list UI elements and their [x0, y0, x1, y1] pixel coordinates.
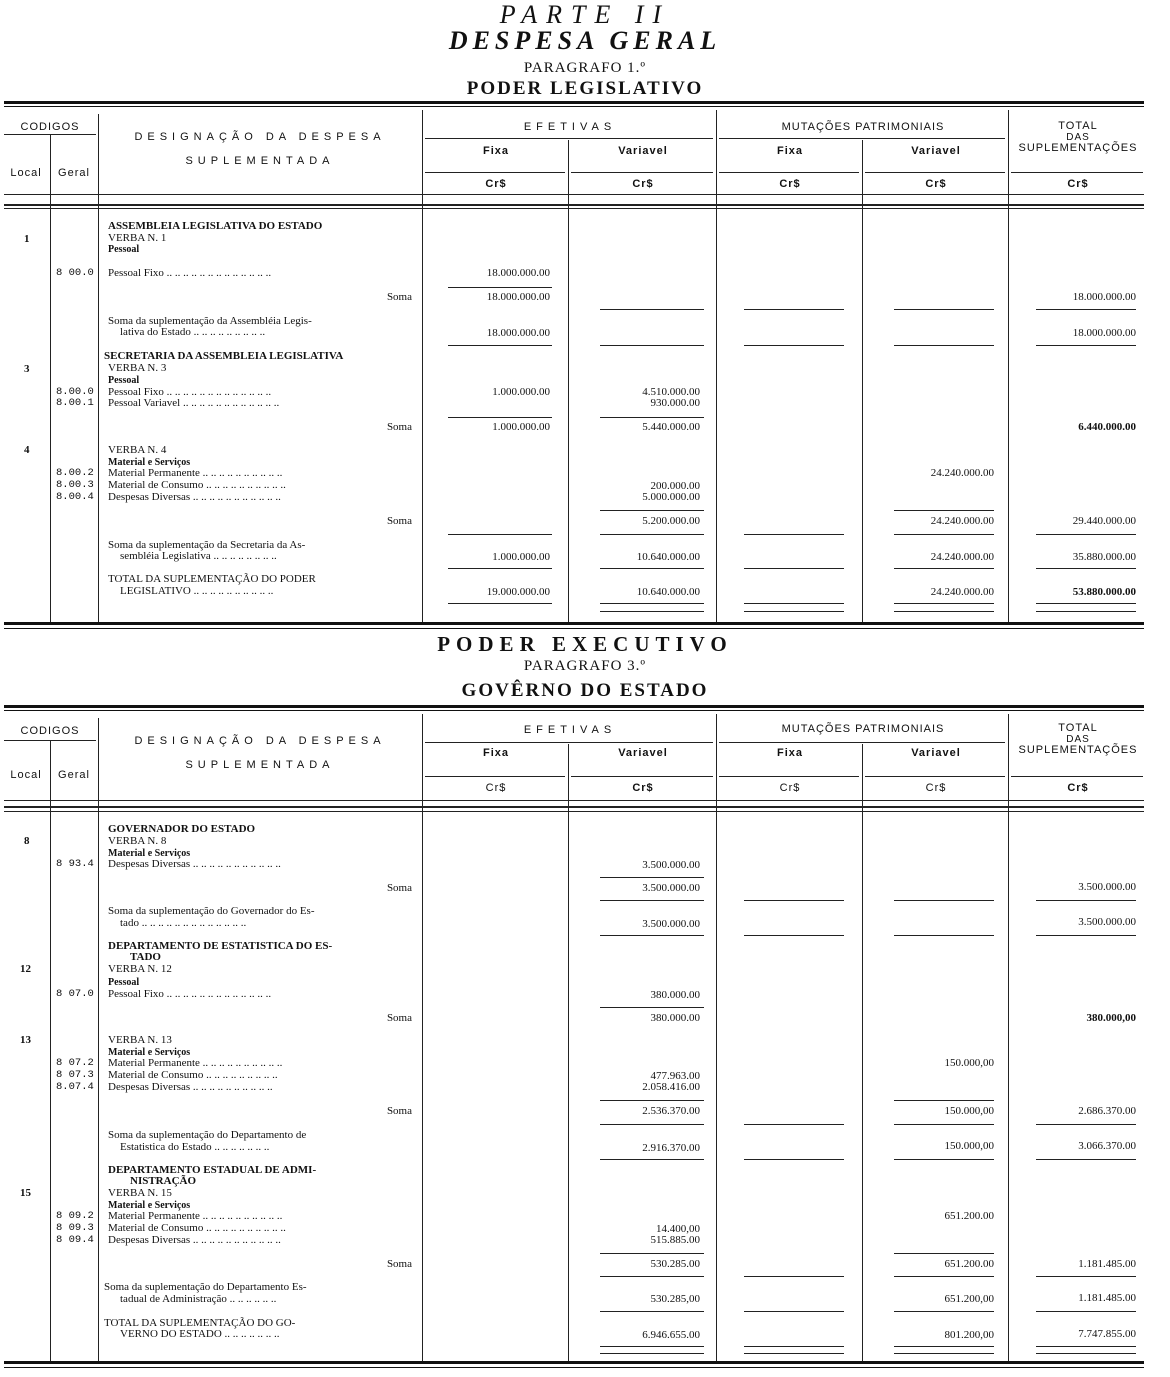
amount: 4.510.000.00: [642, 386, 700, 398]
amount: 150.000,00: [944, 1105, 994, 1117]
item-label: Despesas Diversas .. .. .. .. .. .. .. .. .. ..: [108, 1081, 273, 1093]
verba-label: VERBA N. 12: [108, 963, 172, 975]
amount: 19.000.000.00: [486, 586, 550, 598]
amount: 477.963.00: [650, 1070, 700, 1082]
mutacoes-header: MUTAÇÕES PATRIMONIAIS: [781, 121, 945, 133]
subtotal-label: Soma da suplementação do Governador do Es-: [108, 905, 315, 917]
item-label: Pessoal Variavel .. .. .. .. .. .. .. .. .. .. .. ..: [108, 397, 280, 409]
part-title: PARTE II: [499, 0, 671, 29]
category-label: Pessoal: [108, 977, 140, 988]
total-header-2: DAS: [1066, 132, 1090, 143]
amount: 18.000.000.00: [486, 327, 550, 339]
total-header-2: DAS: [1066, 734, 1090, 745]
amount: 18.000.000.00: [486, 267, 550, 279]
amount: 530.285.00: [650, 1258, 700, 1270]
power-heading: PODER LEGISLATIVO: [466, 78, 704, 99]
amount: 53.880.000.00: [1072, 586, 1136, 598]
designation-header-2: SUPLEMENTADA: [185, 155, 335, 167]
total-label: TOTAL DA SUPLEMENTAÇÃO DO GO-: [104, 1317, 296, 1329]
verba-label: VERBA N. 3: [108, 362, 167, 374]
designation-header: DESIGNAÇÃO DA DESPESA: [134, 735, 386, 747]
local-code: 1: [24, 233, 30, 245]
geral-code: 8 07.2: [56, 1057, 94, 1069]
fixa-header: Fixa: [482, 747, 509, 759]
paragraph-heading: PARAGRAFO 1.º: [523, 60, 647, 76]
subtotal-label: Soma da suplementação da Secretaria da As-: [108, 539, 306, 551]
amount: 24.240.000.00: [930, 551, 994, 563]
verba-label: VERBA N. 13: [108, 1034, 172, 1046]
subtotal-label-2: lativa do Estado .. .. .. .. .. .. .. .. ..: [120, 326, 266, 338]
amount: 651.200,00: [944, 1293, 994, 1305]
currency-label: Cr$: [925, 178, 947, 190]
amount: 1.000.000.00: [492, 386, 550, 398]
amount: 10.640.000.00: [636, 551, 700, 563]
amount: 530.285,00: [650, 1293, 700, 1305]
local-code: 12: [20, 963, 31, 975]
amount: 3.066.370.00: [1078, 1140, 1136, 1152]
geral-code: 8.00.0: [56, 386, 94, 398]
total-header: TOTAL: [1058, 722, 1098, 734]
amount: 2.058.416.00: [642, 1081, 700, 1093]
amount: 2.686.370.00: [1078, 1105, 1136, 1117]
amount: 29.440.000.00: [1072, 515, 1136, 527]
total-label-2: LEGISLATIVO .. .. .. .. .. .. .. .. .. ..: [120, 585, 274, 597]
subtotal-label: Soma da suplementação do Departamento de: [108, 1129, 307, 1141]
fixa-header: Fixa: [776, 747, 803, 759]
amount: 24.240.000.00: [930, 515, 994, 527]
item-label: Despesas Diversas .. .. .. .. .. .. .. .. .. .. ..: [108, 491, 281, 503]
soma-label: Soma: [386, 1105, 412, 1117]
item-label: Pessoal Fixo .. .. .. .. .. .. .. .. .. .. .. .. ..: [108, 386, 272, 398]
item-label: Material de Consumo .. .. .. .. .. .. .. .. .. ..: [108, 1222, 286, 1234]
currency-label: Cr$: [1067, 178, 1089, 190]
geral-code: 8 09.3: [56, 1222, 94, 1234]
item-label: Pessoal Fixo .. .. .. .. .. .. .. .. .. .. .. .. ..: [108, 988, 272, 1000]
verba-label: VERBA N. 4: [108, 444, 167, 456]
geral-header: Geral: [58, 167, 90, 179]
soma-label: Soma: [386, 1012, 412, 1024]
total-label-2: VERNO DO ESTADO .. .. .. .. .. .. ..: [120, 1328, 280, 1340]
amount: 2.536.370.00: [642, 1105, 700, 1117]
geral-code: 8 09.4: [56, 1234, 94, 1246]
local-code: 3: [24, 363, 30, 375]
category-label: Material e Serviços: [108, 457, 191, 468]
category-label: Pessoal: [108, 244, 140, 255]
amount: 3.500.000.00: [642, 859, 700, 871]
amount: 18.000.000.00: [1072, 291, 1136, 303]
section-title: DESPESA GERAL: [448, 26, 722, 55]
variavel-header: Variavel: [911, 145, 961, 157]
table-top-rule-thin: [4, 106, 1144, 107]
codes-header: CODIGOS: [20, 725, 80, 737]
entity-heading-2: NISTRAÇÃO: [130, 1175, 197, 1187]
item-label: Material Permanente .. .. .. .. .. .. .. .. .. ..: [108, 467, 283, 479]
subtotal-label: Soma da suplementação do Departamento Es-: [104, 1281, 307, 1293]
geral-code: 8 93.4: [56, 858, 94, 870]
geral-code: 8.00.1: [56, 397, 94, 409]
subtotal-label-2: Estatistica do Estado .. .. .. .. .. .. ..: [120, 1141, 270, 1153]
amount: 18.000.000.00: [1072, 327, 1136, 339]
currency-label: Cr$: [779, 782, 801, 794]
amount: 18.000.000.00: [486, 291, 550, 303]
amount: 3.500.000.00: [1078, 916, 1136, 928]
category-label: Pessoal: [108, 375, 140, 386]
subtotal-label-2: tadual de Administração .. .. .. .. .. ..: [120, 1293, 277, 1305]
geral-header: Geral: [58, 769, 90, 781]
government-heading: GOVÊRNO DO ESTADO: [461, 680, 709, 701]
verba-label: VERBA N. 8: [108, 835, 167, 847]
subtotal-label-2: tado .. .. .. .. .. .. .. .. .. .. .. .. ..: [120, 917, 247, 929]
geral-code: 8.00.4: [56, 491, 94, 503]
soma-label: Soma: [386, 882, 412, 894]
paragraph-heading: PARAGRAFO 3.º: [523, 658, 647, 674]
amount: 1.000.000.00: [492, 551, 550, 563]
currency-label: Cr$: [485, 178, 507, 190]
amount: 1.000.000.00: [492, 421, 550, 433]
verba-label: VERBA N. 15: [108, 1187, 172, 1199]
amount: 10.640.000.00: [636, 586, 700, 598]
item-label: Material de Consumo .. .. .. .. .. .. .. .. .. ..: [108, 479, 286, 491]
amount: 3.500.000.00: [642, 918, 700, 930]
category-label: Material e Serviços: [108, 1047, 191, 1058]
local-code: 15: [20, 1187, 31, 1199]
category-label: Material e Serviços: [108, 1200, 191, 1211]
subtotal-label-2: sembléia Legislativa .. .. .. .. .. .. .. ..: [120, 550, 277, 562]
amount: 801.200,00: [944, 1329, 994, 1341]
entity-heading: SECRETARIA DA ASSEMBLEIA LEGISLATIVA: [104, 350, 344, 362]
local-header: Local: [10, 167, 42, 179]
variavel-header: Variavel: [618, 747, 668, 759]
amount: 3.500.000.00: [1078, 881, 1136, 893]
currency-label: Cr$: [632, 782, 654, 794]
amount: 14.400,00: [656, 1223, 700, 1235]
amount: 5.200.000.00: [642, 515, 700, 527]
amount: 1.181.485.00: [1078, 1258, 1136, 1270]
currency-label: Cr$: [632, 178, 654, 190]
amount: 6.440.000.00: [1078, 421, 1136, 433]
item-label: Pessoal Fixo .. .. .. .. .. .. .. .. .. .. .. .. ..: [108, 267, 272, 279]
geral-code: 8.00.2: [56, 467, 94, 479]
currency-label: Cr$: [1067, 782, 1089, 794]
power-heading: PODER EXECUTIVO: [437, 632, 733, 656]
amount: 150.000,00: [944, 1140, 994, 1152]
local-code: 4: [24, 444, 30, 456]
local-code: 13: [20, 1034, 31, 1046]
amount: 7.747.855.00: [1078, 1328, 1136, 1340]
efetivas-header: EFETIVAS: [523, 724, 617, 736]
amount: 3.500.000.00: [642, 882, 700, 894]
amount: 5.440.000.00: [642, 421, 700, 433]
table-top-rule: [4, 101, 1144, 104]
soma-label: Soma: [386, 421, 412, 433]
amount: 380.000,00: [1086, 1012, 1136, 1024]
soma-label: Soma: [386, 291, 412, 303]
mutacoes-header: MUTAÇÕES PATRIMONIAIS: [781, 723, 945, 735]
item-label: Despesas Diversas .. .. .. .. .. .. .. .. .. .. ..: [108, 858, 281, 870]
geral-code: 8 00.0: [56, 267, 94, 279]
amount: 150.000,00: [944, 1057, 994, 1069]
fixa-header: Fixa: [482, 145, 509, 157]
geral-code: 8.00.3: [56, 479, 94, 491]
amount: 5.000.000.00: [642, 491, 700, 503]
codes-header: CODIGOS: [20, 121, 80, 133]
amount: 380.000.00: [650, 989, 700, 1001]
amount: 651.200.00: [944, 1210, 994, 1222]
entity-heading: GOVERNADOR DO ESTADO: [108, 823, 256, 835]
local-code: 8: [24, 835, 30, 847]
designation-header-2: SUPLEMENTADA: [185, 759, 335, 771]
amount: 200.000.00: [650, 480, 700, 492]
currency-label: Cr$: [779, 178, 801, 190]
total-header: TOTAL: [1058, 120, 1098, 132]
geral-code: 8 07.0: [56, 988, 94, 1000]
verba-label: VERBA N. 1: [108, 232, 167, 244]
soma-label: Soma: [386, 515, 412, 527]
amount: 6.946.655.00: [642, 1329, 700, 1341]
entity-heading-2: TADO: [130, 951, 161, 963]
fixa-header: Fixa: [776, 145, 803, 157]
entity-heading: ASSEMBLEIA LEGISLATIVA DO ESTADO: [108, 220, 323, 232]
variavel-header: Variavel: [618, 145, 668, 157]
geral-code: 8 07.3: [56, 1069, 94, 1081]
table-top-rule-thin: [4, 710, 1144, 711]
amount: 1.181.485.00: [1078, 1292, 1136, 1304]
amount: 2.916.370.00: [642, 1142, 700, 1154]
efetivas-header: EFETIVAS: [523, 121, 617, 133]
geral-code: 8.07.4: [56, 1081, 94, 1093]
local-header: Local: [10, 769, 42, 781]
total-label: TOTAL DA SUPLEMENTAÇÃO DO PODER: [108, 573, 316, 585]
amount: 515.885.00: [650, 1234, 700, 1246]
amount: 930.000.00: [650, 397, 700, 409]
variavel-header: Variavel: [911, 747, 961, 759]
item-label: Material de Consumo .. .. .. .. .. .. .. .. ..: [108, 1069, 278, 1081]
amount: 380.000.00: [650, 1012, 700, 1024]
amount: 35.880.000.00: [1072, 551, 1136, 563]
currency-label: Cr$: [485, 782, 507, 794]
entity-heading: DEPARTAMENTO DE ESTATISTICA DO ES-: [108, 940, 333, 952]
amount: 24.240.000.00: [930, 586, 994, 598]
amount: 651.200.00: [944, 1258, 994, 1270]
item-label: Despesas Diversas .. .. .. .. .. .. .. .. .. .. ..: [108, 1234, 281, 1246]
total-header-3: SUPLEMENTAÇÕES: [1018, 744, 1138, 756]
category-label: Material e Serviços: [108, 848, 191, 859]
total-header-3: SUPLEMENTAÇÕES: [1018, 142, 1138, 154]
geral-code: 8 09.2: [56, 1210, 94, 1222]
table-top-rule: [4, 705, 1144, 708]
currency-label: Cr$: [925, 782, 947, 794]
amount: 24.240.000.00: [930, 467, 994, 479]
designation-header: DESIGNAÇÃO DA DESPESA: [134, 131, 386, 143]
entity-heading: DEPARTAMENTO ESTADUAL DE ADMI-: [108, 1164, 317, 1176]
soma-label: Soma: [386, 1258, 412, 1270]
item-label: Material Permanente .. .. .. .. .. .. .. .. .. ..: [108, 1210, 283, 1222]
item-label: Material Permanente .. .. .. .. .. .. .. .. .. ..: [108, 1057, 283, 1069]
subtotal-label: Soma da suplementação da Assembléia Legis-: [108, 315, 312, 327]
